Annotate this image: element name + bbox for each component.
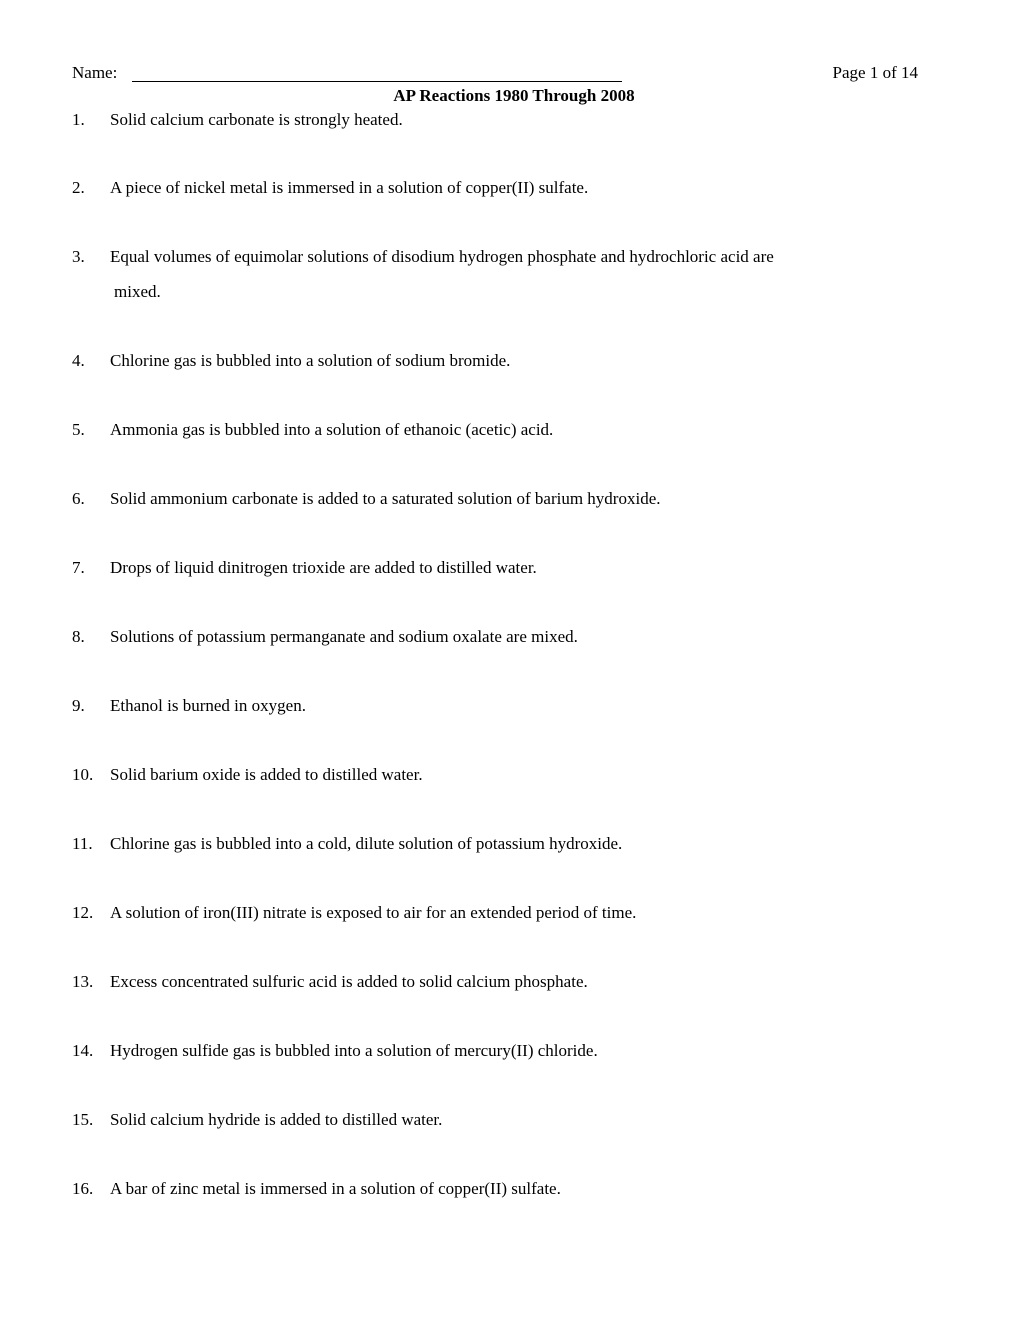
question-text: A bar of zinc metal is immersed in a solution of copper(II) sulfate.	[110, 1179, 561, 1198]
question-number: 16.	[72, 1179, 94, 1198]
question-number: 14.	[72, 1041, 94, 1060]
question-number: 10.	[72, 765, 94, 784]
question-number: 8.	[72, 627, 85, 646]
question-text: Solid barium oxide is added to distilled water.	[110, 765, 423, 784]
name-blank-line[interactable]	[132, 81, 622, 82]
question-text-continuation: mixed.	[114, 282, 161, 301]
question-text: Drops of liquid dinitrogen trioxide are added to distilled water.	[110, 558, 537, 577]
question-number: 13.	[72, 972, 94, 991]
question-number: 9.	[72, 696, 85, 715]
header	[72, 62, 918, 84]
question-text: Chlorine gas is bubbled into a solution of sodium bromide.	[110, 351, 511, 370]
question-number: 11.	[72, 834, 93, 853]
question-number: 3.	[72, 247, 85, 266]
question-text: Ethanol is burned in oxygen.	[110, 696, 306, 715]
question-text: Solid calcium carbonate is strongly heated.	[110, 110, 403, 129]
question-number: 12.	[72, 903, 94, 922]
question-number: 5.	[72, 420, 85, 439]
question-number: 6.	[72, 489, 85, 508]
page-number: Page 1 of 14	[832, 63, 918, 82]
question-number: 4.	[72, 351, 85, 370]
name-label: Name:	[72, 63, 118, 82]
question-text: A piece of nickel metal is immersed in a solution of copper(II) sulfate.	[110, 178, 589, 197]
question-number: 1.	[72, 110, 85, 129]
question-text: Equal volumes of equimolar solutions of disodium hydrogen phosphate and hydrochloric acid are	[110, 247, 774, 266]
question-number: 15.	[72, 1110, 94, 1129]
question-text: Hydrogen sulfide gas is bubbled into a solution of mercury(II) chloride.	[110, 1041, 598, 1060]
question-number: 7.	[72, 558, 85, 577]
question-text: Excess concentrated sulfuric acid is added to solid calcium phosphate.	[110, 972, 588, 991]
question-text: Chlorine gas is bubbled into a cold, dilute solution of potassium hydroxide.	[110, 834, 623, 853]
question-text: Solid calcium hydride is added to distilled water.	[110, 1110, 443, 1129]
question-number: 2.	[72, 178, 85, 197]
document-title: AP Reactions 1980 Through 2008	[393, 86, 635, 105]
question-text: Solutions of potassium permanganate and sodium oxalate are mixed.	[110, 627, 578, 646]
question-text: Solid ammonium carbonate is added to a saturated solution of barium hydroxide.	[110, 489, 661, 508]
question-text: Ammonia gas is bubbled into a solution of ethanoic (acetic) acid.	[110, 420, 554, 439]
question-text: A solution of iron(III) nitrate is exposed to air for an extended period of time.	[110, 903, 637, 922]
